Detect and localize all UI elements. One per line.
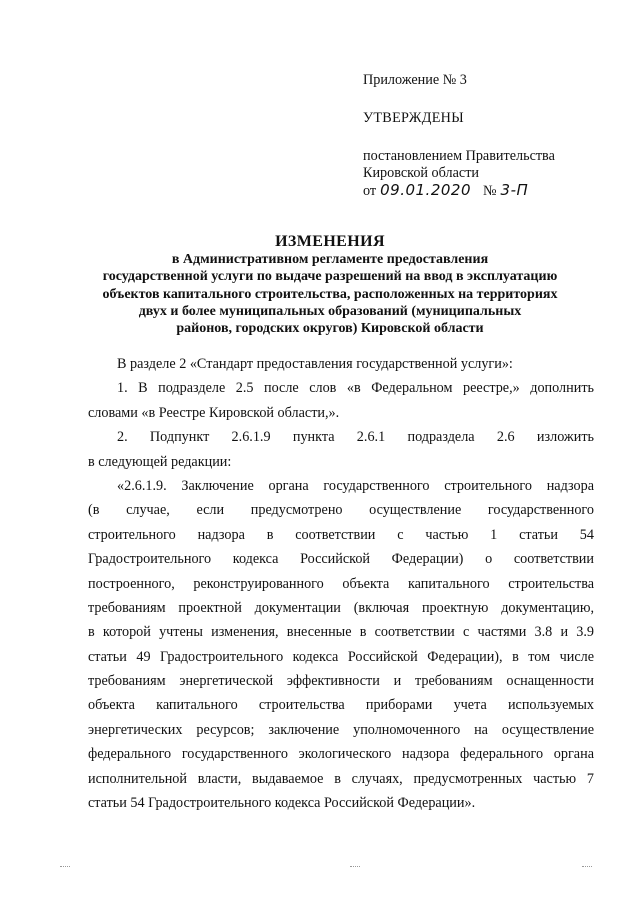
decree-date-line (363, 182, 603, 200)
body-line: энергетических ресурсов; заключение уполномоченного на осуществление (88, 721, 594, 738)
annex-label: Приложение № 3 (363, 72, 467, 88)
decree-line-2: Кировской области (363, 164, 479, 181)
body-line: (в случае, если предусмотрено осуществление государственного (88, 502, 594, 519)
approved-label: УТВЕРЖДЕНЫ (363, 110, 464, 126)
body-line: статьи 54 Градостроительного кодекса Российской Федерации». (88, 795, 476, 812)
body-line: построенного, реконструированного объекта капитального строительства (88, 575, 594, 592)
decree-line-1: постановлением Правительства (363, 148, 555, 164)
body-line: статьи 49 Градостроительного кодекса Российской Федерации), в том числе (88, 648, 594, 665)
body-line: «2.6.1.9. Заключение органа государственного строительного надзора (117, 477, 594, 494)
scan-artifact (350, 866, 360, 868)
title-line: в Административном регламенте предоставления (171, 252, 489, 267)
approval-block (363, 72, 603, 200)
handwritten-number: 3-П (500, 181, 529, 199)
body-line: требованиям проектной документации (включая проектную документацию, (88, 599, 594, 616)
body-line: 2. Подпункт 2.6.1.9 пункта 2.6.1 подраздела 2.6 изложить (117, 429, 594, 446)
body-line: Градостроительного кодекса Российской Федерации) о соответствии (88, 551, 594, 568)
body-line: требованиям энергетической эффективности и требованиям оснащенности (88, 673, 594, 690)
body-line: словами «в Реестре Кировской области,». (88, 404, 340, 421)
from-label: от (363, 183, 377, 199)
title-heading: ИЗМЕНЕНИЯ (275, 233, 385, 250)
title-line: районов, городских округов) Кировской области (176, 321, 484, 337)
body-line: строительного надзора в соответствии с частью 1 статьи 54 (88, 526, 594, 543)
body-line: в которой учтены изменения, внесенные в соответствии с частями 3.8 и 3.9 (88, 624, 594, 641)
title-line: государственной услуги по выдаче разрешений на ввод в эксплуатацию (102, 269, 558, 285)
body-line: исполнительной власти, выдаваемое в случаях, предусмотренных частью 7 (88, 770, 594, 787)
handwritten-date: 09.01.2020 (380, 181, 471, 199)
body-line: в следующей редакции: (88, 453, 232, 470)
title-line: объектов капитального строительства, расположенных на территориях (102, 286, 558, 302)
scan-artifact (60, 866, 70, 868)
scan-artifact (582, 866, 592, 868)
body-line: федерального государственного экологического надзора федерального органа (88, 746, 594, 763)
document-title (60, 233, 600, 337)
body-line: В разделе 2 «Стандарт предоставления государственной услуги»: (117, 356, 513, 372)
document-body (88, 352, 594, 815)
body-line: 1. В подразделе 2.5 после слов «в Федеральном реестре,» дополнить (117, 380, 594, 397)
body-line: объекта капитального строительства приборами учета используемых (88, 697, 594, 714)
number-label: № (483, 183, 497, 199)
title-line: двух и более муниципальных образований (муниципальных (138, 303, 522, 319)
